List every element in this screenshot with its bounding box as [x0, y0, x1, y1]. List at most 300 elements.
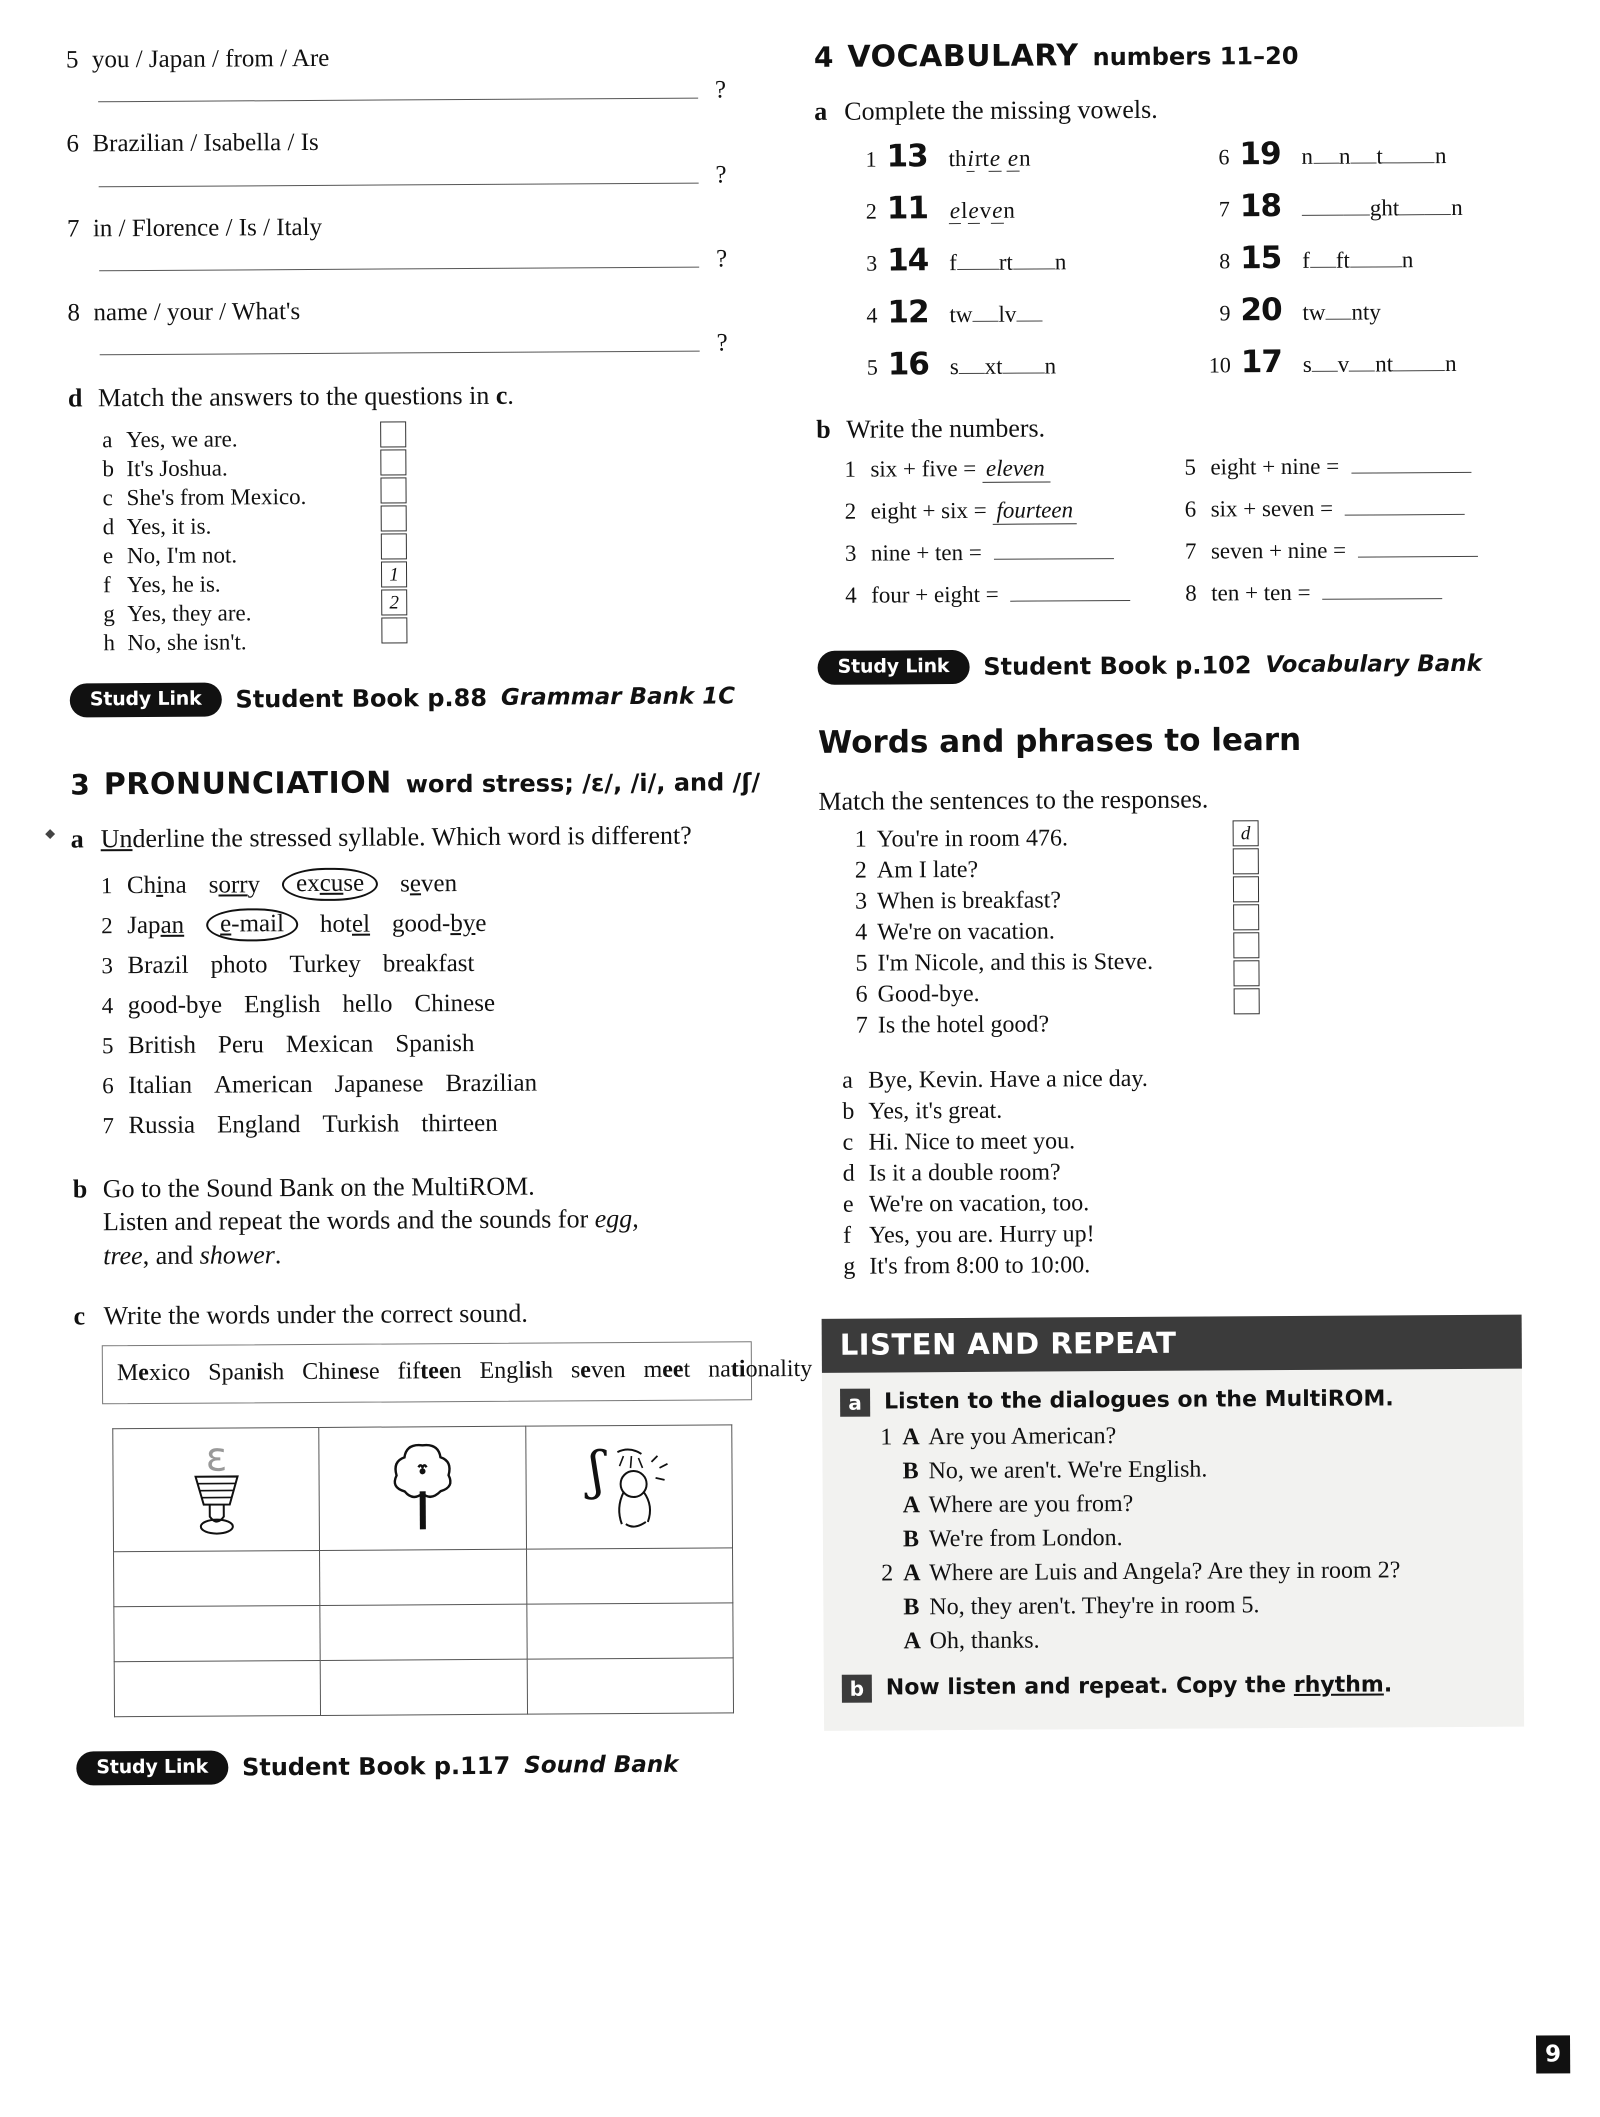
exercise-d-instruction [98, 377, 758, 415]
pronunciation-word[interactable]: hello [342, 992, 392, 1017]
pronunciation-c-instruction: Write the words under the correct sound. [103, 1295, 763, 1333]
sentence-scramble-list [66, 40, 758, 355]
vocabulary-item-index: 4 [843, 302, 887, 328]
words-phrases-sentence-number: 4 [841, 919, 877, 946]
pronunciation-word[interactable]: Mexican [286, 1032, 374, 1058]
words-phrases-sentence-number: 1 [841, 826, 877, 853]
write-number-sum: six + five = [870, 455, 982, 482]
write-number-index: 8 [1185, 580, 1211, 606]
words-phrases-response-key: g [843, 1253, 869, 1280]
pronunciation-word[interactable]: British [128, 1033, 196, 1058]
pronunciation-b-line2: Listen and repeat the words and the sounds for [103, 1205, 595, 1237]
dialogue-text: Oh, thanks. [929, 1624, 1505, 1655]
section-3-title: PRONUNCIATION [104, 765, 392, 802]
write-number-blank[interactable] [1322, 580, 1442, 600]
words-phrases-response-list [842, 1061, 1521, 1282]
exercise-d-instruction-ref: c [496, 381, 508, 410]
match-answer-key: e [103, 544, 127, 567]
write-number-row [845, 538, 1177, 582]
pronunciation-word[interactable]: hotel [320, 912, 370, 937]
pronunciation-row [101, 862, 761, 906]
vocabulary-b-heading [816, 408, 1516, 446]
pronunciation-row [102, 1102, 762, 1146]
vocabulary-number-row [843, 292, 1174, 346]
words-phrases-answer-box[interactable] [1233, 960, 1259, 986]
study-link-pill: Study Link [818, 650, 970, 685]
vocabulary-numeral: 12 [887, 294, 949, 330]
dialogue-speaker: A [903, 1628, 929, 1655]
vocabulary-word: eleven [949, 197, 1015, 223]
vocabulary-number-row [1184, 290, 1515, 344]
pronunciation-word[interactable]: Turkey [289, 952, 360, 977]
write-numbers-column-right [1184, 452, 1517, 622]
scramble-end-mark: ? [715, 161, 726, 189]
pronunciation-word[interactable]: good-bye [128, 993, 223, 1019]
task-a-tag: a [840, 1388, 870, 1416]
words-phrases-response-row [842, 1061, 1520, 1096]
pronunciation-word[interactable]: China [127, 873, 187, 898]
vowel-blank[interactable] [1310, 267, 1336, 268]
match-answer-box[interactable] [380, 477, 406, 503]
vocabulary-number-row [843, 188, 1174, 242]
vowel-blank[interactable] [1016, 320, 1042, 321]
dialogue-speaker: A [903, 1560, 929, 1587]
vocabulary-number-row [1184, 186, 1515, 240]
write-number-blank[interactable] [1345, 496, 1465, 516]
scramble-prompt [66, 40, 756, 75]
vowel-blank[interactable] [1344, 214, 1370, 215]
match-answer-key: f [103, 573, 127, 596]
vocabulary-item-index: 2 [843, 198, 887, 224]
pronunciation-word[interactable] [206, 908, 298, 942]
match-answer-box[interactable] [381, 617, 407, 643]
scramble-end-mark: ? [716, 329, 727, 357]
words-phrases-sentence-text: Am I late? [877, 857, 978, 885]
vowel-blank[interactable] [1003, 372, 1045, 373]
task-b-text-pre: Now listen and repeat. Copy the [886, 1673, 1294, 1700]
words-phrases-sentence-row [841, 820, 1519, 855]
words-phrases-answer-box[interactable] [1233, 848, 1259, 874]
match-answer-key: d [103, 515, 127, 538]
section-3-heading [70, 763, 760, 802]
vocabulary-item-index: 5 [844, 354, 888, 380]
write-number-sum: seven + nine = [1211, 537, 1352, 564]
study-link-bank-ref: Grammar Bank 1C [501, 683, 735, 710]
vocabulary-numeral: 18 [1240, 188, 1302, 224]
sound-cell-egg [113, 1427, 320, 1551]
vocabulary-number-row [1183, 134, 1514, 188]
match-answer-key: c [103, 486, 127, 509]
vocabulary-b-instruction: Write the numbers. [846, 408, 1516, 446]
listen-and-repeat-panel [822, 1314, 1525, 1730]
word-bank-word: nationality [708, 1356, 812, 1383]
words-phrases-sentence-text: I'm Nicole, and this is Steve. [877, 948, 1153, 977]
write-number-blank[interactable] [1351, 453, 1471, 473]
words-phrases-sentence-number: 7 [842, 1012, 878, 1039]
dialogue-number: 1 [866, 1424, 902, 1451]
dialogue-text: No, we aren't. We're English. [928, 1454, 1504, 1485]
vocabulary-numbers-grid [842, 134, 1516, 398]
match-answer-text: Yes, he is. [127, 572, 221, 596]
task-b-text-post: . [1384, 1672, 1393, 1697]
section-4-number: 4 [814, 41, 834, 74]
words-phrases-response-key: b [842, 1098, 868, 1125]
match-answer-box[interactable]: 1 [381, 561, 407, 587]
pronunciation-row [102, 1062, 762, 1106]
match-answer-text: It's Joshua. [126, 456, 227, 480]
scramble-item [66, 40, 756, 102]
words-phrases-response-text: We're on vacation, too. [869, 1190, 1089, 1218]
words-phrases-answer-box[interactable] [1233, 932, 1259, 958]
scramble-end-mark: ? [715, 77, 726, 105]
scramble-number: 6 [66, 129, 92, 160]
sound-blank-cell[interactable] [321, 1659, 528, 1715]
sound-blank-cell[interactable] [320, 1604, 527, 1660]
words-phrases-sentence-row [842, 1006, 1520, 1041]
vowel-blank[interactable] [1425, 214, 1451, 215]
vocabulary-item-index: 1 [842, 146, 886, 172]
study-link-sound-bank [76, 1747, 766, 1785]
match-answer-box[interactable] [381, 533, 407, 559]
words-phrases-answer-box[interactable] [1234, 988, 1260, 1014]
pronunciation-b-word-egg: egg, [595, 1204, 639, 1233]
write-number-row [1185, 536, 1517, 580]
match-answer-row [102, 479, 758, 512]
pronunciation-row-number: 2 [101, 914, 127, 937]
vocabulary-numeral: 17 [1241, 344, 1303, 380]
write-numbers-grid [844, 452, 1517, 624]
vocabulary-number-row [843, 240, 1174, 294]
words-phrases-sentence-text: When is breakfast? [877, 887, 1061, 915]
study-link-book-ref: Student Book p.117 [242, 1751, 510, 1781]
pronunciation-word[interactable]: Brazilian [445, 1071, 537, 1097]
vowel-blank[interactable] [1313, 162, 1339, 163]
dialogue-line [867, 1624, 1505, 1662]
vowel-blank[interactable] [1349, 370, 1375, 371]
vocabulary-a-letter: a [814, 95, 844, 129]
match-answer-key: h [103, 631, 127, 654]
circled-word-marker: e-mail [206, 908, 298, 942]
vocabulary-numeral: 20 [1240, 292, 1302, 328]
match-answer-row [103, 508, 759, 541]
match-answer-text: No, she isn't. [127, 630, 246, 654]
match-answer-row [103, 566, 759, 599]
exercise-d-instruction-pre: Match the answers to the questions in [98, 381, 496, 412]
vowel-blank[interactable] [1393, 370, 1445, 371]
dialogue-speaker: A [903, 1492, 929, 1519]
words-phrases-answer-box[interactable]: d [1233, 820, 1259, 846]
vocabulary-word: s v nt n [1303, 351, 1457, 378]
sound-table-blank-row[interactable] [114, 1602, 733, 1661]
vowel-blank[interactable] [1350, 266, 1402, 267]
scramble-answer-line[interactable] [99, 182, 699, 187]
pronunciation-row-number: 5 [102, 1034, 128, 1057]
write-number-answer[interactable]: fourteen [992, 497, 1077, 525]
dialogue-line [866, 1454, 1504, 1492]
vocabulary-column-left [842, 136, 1175, 398]
write-number-answer[interactable]: eleven [982, 455, 1050, 482]
pronunciation-b-heading [73, 1168, 764, 1274]
pronunciation-word[interactable]: photo [210, 952, 267, 977]
sound-blank-cell[interactable] [527, 1657, 734, 1713]
write-number-blank[interactable] [993, 540, 1113, 560]
pronunciation-word[interactable]: breakfast [383, 951, 475, 977]
write-number-row [1185, 494, 1517, 538]
section-3-number: 3 [70, 768, 90, 801]
scramble-number: 5 [66, 44, 92, 75]
scramble-words: you / Japan / from / Are [92, 43, 330, 76]
words-phrases-title: Words and phrases to learn [818, 720, 1518, 760]
words-phrases-answer-box[interactable] [1233, 876, 1259, 902]
egg-in-eggcup-icon [171, 1434, 262, 1539]
handwritten-vowel: e [1007, 145, 1019, 171]
words-phrases-response-text: Yes, it's great. [868, 1097, 1002, 1125]
write-number-row [844, 454, 1176, 498]
dialogue-line [867, 1556, 1505, 1594]
words-phrases-response-text: Yes, you are. Hurry up! [869, 1221, 1095, 1249]
write-number-index: 3 [845, 540, 871, 566]
dialogue-text: Where are you from? [929, 1488, 1505, 1519]
pronunciation-word[interactable]: good-bye [392, 911, 487, 937]
pronunciation-row [102, 982, 762, 1026]
scramble-item [67, 293, 757, 355]
vowel-blank[interactable] [1326, 318, 1352, 319]
word-bank-word: Chinese [302, 1358, 380, 1384]
dialogue-line [867, 1590, 1505, 1628]
match-answer-box[interactable]: 2 [381, 589, 407, 615]
write-number-index: 4 [845, 582, 871, 608]
study-link-pill: Study Link [76, 1750, 228, 1785]
sound-blank-cell[interactable] [114, 1660, 321, 1716]
words-phrases-sentence-text: We're on vacation. [877, 918, 1055, 946]
left-column [66, 40, 767, 1785]
scramble-answer-line[interactable] [100, 351, 700, 356]
write-number-index: 5 [1184, 454, 1210, 480]
handwritten-vowel: e [949, 198, 961, 224]
words-phrases-sentence-row [842, 975, 1520, 1010]
words-phrases-answer-box[interactable] [1233, 904, 1259, 930]
vocabulary-b-letter: b [816, 413, 846, 447]
words-phrases-sentence-number: 6 [842, 981, 878, 1008]
scramble-prompt [67, 209, 757, 244]
words-phrases-response-row [842, 1123, 1520, 1158]
write-number-row [845, 580, 1177, 624]
pronunciation-row [101, 902, 761, 946]
match-answer-box[interactable] [380, 449, 406, 475]
pronunciation-word[interactable]: English [244, 992, 321, 1017]
circled-word-marker: excuse [282, 868, 378, 902]
word-bank-word: Spanish [208, 1359, 284, 1385]
words-phrases-sentence-number: 2 [841, 857, 877, 884]
vowel-blank[interactable] [1013, 268, 1055, 269]
study-link-bank-ref: Vocabulary Bank [1265, 650, 1482, 677]
write-number-row [845, 496, 1177, 540]
vocabulary-item-index: 3 [843, 250, 887, 276]
words-phrases-response-text: Is it a double room? [869, 1159, 1061, 1187]
words-phrases-response-key: a [842, 1067, 868, 1094]
vowel-blank[interactable] [1351, 162, 1377, 163]
vocabulary-number-row [1185, 342, 1516, 396]
pronunciation-word[interactable]: Japan [127, 913, 184, 938]
write-numbers-column-left [844, 454, 1177, 624]
pronunciation-word[interactable]: Peru [218, 1032, 264, 1057]
sound-table-blank-row[interactable] [114, 1547, 733, 1606]
word-bank-word: Mexico [117, 1360, 190, 1386]
scramble-prompt [66, 124, 756, 159]
shower-icon [574, 1432, 685, 1537]
handwritten-vowel: e [967, 198, 979, 224]
pronunciation-word[interactable]: Brazil [127, 953, 188, 978]
word-bank-word: seven [571, 1357, 626, 1383]
dialogue-text: No, they aren't. They're in room 5. [929, 1590, 1505, 1621]
match-answer-text: Yes, we are. [126, 427, 238, 451]
sound-table-picture-row [113, 1425, 733, 1552]
words-phrases-response-row [843, 1216, 1521, 1251]
pronunciation-word-rows [71, 862, 763, 1146]
vocabulary-word: f ft n [1302, 247, 1413, 274]
pronunciation-word[interactable]: seven [400, 871, 457, 896]
pronunciation-word[interactable]: Turkish [322, 1112, 399, 1137]
vocabulary-column-right [1183, 134, 1516, 396]
write-number-sum: eight + nine = [1210, 453, 1345, 480]
handwritten-vowel: e [989, 146, 1001, 172]
section-4-subtitle: numbers 11–20 [1092, 42, 1298, 71]
write-number-sum: eight + six = [871, 497, 993, 524]
vowel-blank[interactable] [973, 321, 999, 322]
pronunciation-word[interactable] [282, 868, 378, 902]
vocabulary-item-index: 8 [1184, 248, 1240, 274]
word-bank-word: fifteen [398, 1358, 462, 1384]
sound-blank-cell[interactable] [320, 1549, 527, 1605]
vocabulary-numeral: 19 [1239, 136, 1301, 172]
vowel-blank[interactable] [957, 269, 999, 270]
sound-sort-table [112, 1424, 734, 1717]
vocabulary-word: s xt n [950, 353, 1057, 380]
vocabulary-item-index: 9 [1184, 300, 1240, 326]
words-phrases-response-row [842, 1092, 1520, 1127]
task-a-text: Listen to the dialogues on the MultiROM. [884, 1386, 1394, 1414]
vowel-blank[interactable] [1383, 162, 1435, 163]
right-column [814, 36, 1524, 1731]
dialogue-speaker: B [903, 1526, 929, 1553]
pronunciation-word[interactable]: sorry [209, 872, 261, 897]
vocabulary-word: ght n [1302, 195, 1463, 222]
words-phrases-sentence-number: 5 [841, 950, 877, 977]
pronunciation-word[interactable]: Japanese [335, 1071, 424, 1097]
tree-icon [382, 1433, 463, 1537]
task-b-text [886, 1672, 1392, 1700]
write-number-index: 2 [845, 498, 871, 524]
pronunciation-c-heading [73, 1295, 763, 1333]
write-number-blank[interactable] [1010, 582, 1130, 602]
vocabulary-numeral: 15 [1240, 240, 1302, 276]
scramble-prompt [67, 293, 757, 328]
pronunciation-word[interactable]: thirteen [421, 1111, 498, 1136]
pronunciation-word[interactable]: American [214, 1072, 313, 1098]
pronunciation-row-number: 1 [101, 874, 127, 897]
task-b-text-underlined: rhythm [1294, 1673, 1384, 1699]
pronunciation-row [102, 1022, 762, 1066]
words-phrases-response-key: e [843, 1191, 869, 1218]
dialogue-text: Where are Luis and Angela? Are they in room 2? [929, 1556, 1505, 1587]
scramble-answer-line[interactable] [98, 98, 698, 103]
sound-blank-cell[interactable] [526, 1547, 733, 1603]
vocabulary-word: tw lv [949, 301, 1042, 328]
write-number-blank[interactable] [1358, 537, 1478, 557]
match-answer-text: She's from Mexico. [127, 485, 307, 509]
dialogue-number: 2 [867, 1560, 903, 1587]
pronunciation-word[interactable]: Italian [128, 1073, 192, 1098]
svg-text:ɛ: ɛ [205, 1435, 227, 1481]
pronunciation-word[interactable]: Chinese [414, 991, 495, 1016]
vowel-blank[interactable] [1399, 214, 1425, 215]
match-answer-text: No, I'm not. [127, 543, 237, 567]
section-4-title: VOCABULARY [847, 38, 1078, 74]
match-answer-box[interactable] [380, 421, 406, 447]
vocabulary-word: tw nty [1302, 299, 1381, 325]
vocabulary-a-instruction: Complete the missing vowels. [844, 91, 1514, 129]
vocabulary-word: f rt n [949, 249, 1066, 276]
pronunciation-word[interactable]: Spanish [395, 1031, 474, 1056]
words-phrases-sentence-row [841, 913, 1519, 948]
words-phrases-sentence-text: Is the hotel good? [878, 1011, 1049, 1039]
scramble-answer-line[interactable] [99, 266, 699, 271]
study-link-book-ref: Student Book p.102 [983, 651, 1251, 681]
sound-table-blank-row[interactable] [114, 1657, 733, 1716]
words-phrases-response-key: c [842, 1129, 868, 1156]
dialogue-speaker: A [902, 1424, 928, 1451]
words-phrases-response-text: Bye, Kevin. Have a nice day. [868, 1065, 1148, 1094]
exercise-d-heading [68, 377, 758, 415]
sound-blank-cell[interactable] [114, 1550, 321, 1606]
words-phrases-response-key: d [843, 1160, 869, 1187]
match-answer-key: b [102, 457, 126, 480]
vocabulary-item-index: 6 [1183, 144, 1239, 170]
dialogue-list [866, 1420, 1505, 1662]
sound-blank-cell[interactable] [114, 1605, 321, 1661]
study-link-book-ref: Student Book p.88 [235, 684, 487, 714]
handwritten-vowel: e [991, 198, 1003, 224]
dialogue-speaker: B [903, 1594, 929, 1621]
write-number-sum: six + seven = [1211, 495, 1339, 522]
scramble-item [66, 124, 756, 186]
pronunciation-b-instruction [103, 1168, 764, 1273]
words-phrases-sentence-number: 3 [841, 888, 877, 915]
vocabulary-word: n n t n [1301, 143, 1446, 170]
pronunciation-b-line3-mid: , and [143, 1241, 200, 1270]
sound-cell-shower [525, 1425, 732, 1549]
sound-cell-tree [319, 1426, 526, 1550]
words-phrases-response-text: Hi. Nice to meet you. [868, 1128, 1075, 1156]
words-phrases-response-text: It's from 8:00 to 10:00. [869, 1252, 1090, 1280]
vowel-blank[interactable] [1302, 214, 1344, 215]
words-phrases-response-key: f [843, 1222, 869, 1249]
pronunciation-word[interactable]: England [217, 1112, 300, 1138]
dialogue-text: Are you American? [928, 1420, 1504, 1451]
words-phrases-box-column [1233, 820, 1260, 1016]
word-bank-box [102, 1341, 752, 1404]
handwritten-vowel: i [966, 146, 975, 172]
sound-blank-cell[interactable] [526, 1602, 733, 1658]
match-answer-box[interactable] [381, 505, 407, 531]
match-answer-key: a [102, 428, 126, 451]
vocabulary-numeral: 11 [887, 190, 949, 226]
match-answer-row [102, 450, 758, 483]
vowel-blank[interactable] [1312, 370, 1338, 371]
vowel-blank[interactable] [959, 373, 985, 374]
pronunciation-word[interactable]: Russia [128, 1113, 195, 1138]
match-answer-row [103, 624, 759, 657]
